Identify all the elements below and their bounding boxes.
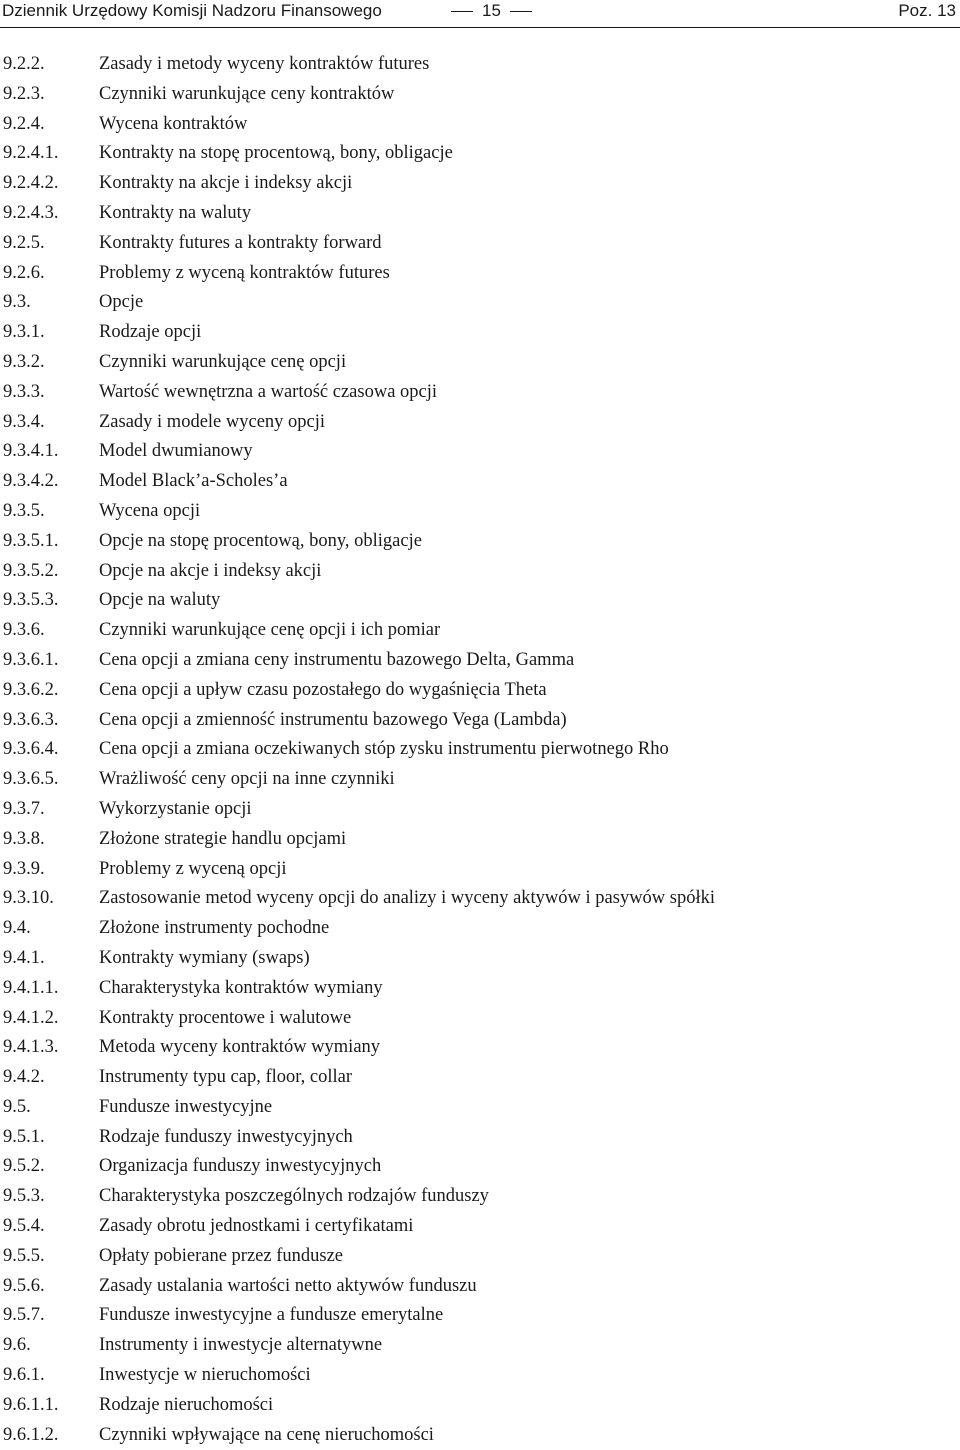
toc-entry-title: Kontrakty na stopę procentową, bony, obligacje	[99, 143, 453, 164]
dash-right	[510, 11, 532, 12]
toc-entry-number: 9.3.5.3.	[3, 590, 59, 611]
toc-entry-number: 9.3.10.	[3, 888, 54, 909]
toc-entry-number: 9.4.1.2.	[3, 1007, 59, 1028]
toc-entry	[0, 1361, 960, 1391]
toc-entry-title: Problemy z wyceną kontraktów futures	[99, 262, 390, 283]
toc-entry	[0, 616, 960, 646]
toc-entry	[0, 557, 960, 587]
toc-entry-title: Opłaty pobierane przez fundusze	[99, 1245, 343, 1266]
toc-entry	[0, 1331, 960, 1361]
toc-entry-title: Opcje na akcje i indeksy akcji	[99, 560, 322, 581]
toc-entry	[0, 1242, 960, 1272]
toc-entry-number: 9.2.4.2.	[3, 173, 59, 194]
toc-entry-title: Wrażliwość ceny opcji na inne czynniki	[99, 769, 395, 790]
toc-entry	[0, 676, 960, 706]
header-rule	[0, 27, 960, 28]
toc-entry	[0, 110, 960, 140]
toc-entry-number: 9.3.4.1.	[3, 441, 59, 462]
toc-entry-title: Złożone instrumenty pochodne	[99, 918, 330, 939]
toc-entry-title: Kontrakty procentowe i walutowe	[99, 1007, 352, 1028]
toc-entry-number: 9.5.5.	[3, 1245, 45, 1266]
toc-entry	[0, 169, 960, 199]
toc-entry-title: Model dwumianowy	[99, 441, 253, 462]
toc-entry-title: Czynniki warunkujące ceny kontraktów	[99, 83, 395, 104]
toc-entry-number: 9.2.5.	[3, 232, 45, 253]
toc-entry-title: Instrumenty i inwestycje alternatywne	[99, 1335, 383, 1356]
toc-entry	[0, 497, 960, 527]
toc-entry	[0, 1391, 960, 1421]
toc-entry	[0, 1063, 960, 1093]
toc-entry-number: 9.3.6.1.	[3, 649, 59, 670]
toc-entry-number: 9.5.6.	[3, 1275, 45, 1296]
toc-entry-number: 9.6.	[3, 1335, 31, 1356]
toc-entry-number: 9.3.8.	[3, 828, 45, 849]
toc-entry-number: 9.3.6.2.	[3, 679, 59, 700]
toc-entry-number: 9.2.3.	[3, 83, 45, 104]
toc-entry-number: 9.3.	[3, 292, 31, 313]
toc-entry-number: 9.3.5.	[3, 500, 45, 521]
toc-entry	[0, 1212, 960, 1242]
toc-entry-number: 9.4.	[3, 918, 31, 939]
toc-entry-number: 9.3.5.1.	[3, 530, 59, 551]
toc-entry-number: 9.5.1.	[3, 1126, 45, 1147]
toc-entry-title: Czynniki wpływające na cenę nieruchomości	[99, 1424, 434, 1445]
toc-entry-title: Złożone strategie handlu opcjami	[99, 828, 347, 849]
toc-entry	[0, 1004, 960, 1034]
toc-entry-title: Organizacja funduszy inwestycyjnych	[99, 1156, 382, 1177]
toc-entry-number: 9.3.7.	[3, 798, 45, 819]
toc-entry-number: 9.5.4.	[3, 1216, 45, 1237]
journal-title: Dziennik Urzędowy Komisji Nadzoru Finansowego	[2, 1, 382, 20]
toc-entry-number: 9.2.4.	[3, 113, 45, 134]
toc-entry-title: Charakterystyka poszczególnych rodzajów funduszy	[99, 1186, 489, 1207]
toc-entry-number: 9.3.6.3.	[3, 709, 59, 730]
toc-entry	[0, 706, 960, 736]
toc-entry-title: Instrumenty typu cap, floor, collar	[99, 1067, 353, 1088]
toc-entry-title: Kontrakty wymiany (swaps)	[99, 947, 310, 968]
toc-entry-number: 9.3.9.	[3, 858, 45, 879]
toc-entry	[0, 735, 960, 765]
toc-entry-title: Opcje na stopę procentową, bony, obligacje	[99, 530, 422, 551]
toc-entry-title: Fundusze inwestycyjne a fundusze emerytalne	[99, 1305, 444, 1326]
toc-entry	[0, 855, 960, 885]
toc-entry-number: 9.3.4.2.	[3, 471, 59, 492]
toc-entry	[0, 884, 960, 914]
table-of-contents	[0, 50, 960, 1450]
toc-entry-title: Zasady i modele wyceny opcji	[99, 411, 326, 432]
toc-entry-title: Fundusze inwestycyjne	[99, 1096, 273, 1117]
toc-entry	[0, 527, 960, 557]
toc-entry-number: 9.5.	[3, 1096, 31, 1117]
toc-entry	[0, 944, 960, 974]
toc-entry-title: Wycena kontraktów	[99, 113, 248, 134]
toc-entry	[0, 139, 960, 169]
toc-entry-title: Wykorzystanie opcji	[99, 798, 252, 819]
page-header	[0, 0, 960, 28]
toc-entry	[0, 1301, 960, 1331]
toc-entry	[0, 467, 960, 497]
toc-entry	[0, 646, 960, 676]
toc-entry-number: 9.5.3.	[3, 1186, 45, 1207]
toc-entry	[0, 229, 960, 259]
toc-entry-number: 9.6.1.	[3, 1365, 45, 1386]
toc-entry-title: Kontrakty na waluty	[99, 202, 252, 223]
toc-entry-title: Opcje	[99, 292, 144, 313]
toc-entry	[0, 1123, 960, 1153]
toc-entry	[0, 1152, 960, 1182]
page-number	[442, 1, 541, 21]
toc-entry-title: Model Black’a-Scholes’a	[99, 471, 288, 492]
toc-entry	[0, 348, 960, 378]
toc-entry-title: Zasady obrotu jednostkami i certyfikatami	[99, 1216, 414, 1237]
dash-left	[451, 11, 473, 12]
toc-entry	[0, 80, 960, 110]
toc-entry-number: 9.2.6.	[3, 262, 45, 283]
toc-entry-title: Inwestycje w nieruchomości	[99, 1365, 311, 1386]
toc-entry-number: 9.3.6.4.	[3, 739, 59, 760]
toc-entry	[0, 586, 960, 616]
toc-entry-title: Kontrakty futures a kontrakty forward	[99, 232, 382, 253]
toc-entry	[0, 825, 960, 855]
toc-entry-number: 9.3.2.	[3, 351, 45, 372]
toc-entry-number: 9.5.7.	[3, 1305, 45, 1326]
toc-entry-title: Opcje na waluty	[99, 590, 221, 611]
toc-entry	[0, 408, 960, 438]
toc-entry-title: Kontrakty na akcje i indeksy akcji	[99, 173, 353, 194]
toc-entry-title: Problemy z wyceną opcji	[99, 858, 287, 879]
toc-entry-number: 9.3.6.5.	[3, 769, 59, 790]
toc-entry-number: 9.6.1.2.	[3, 1424, 59, 1445]
toc-entry-number: 9.4.2.	[3, 1067, 45, 1088]
toc-entry	[0, 288, 960, 318]
toc-entry-title: Cena opcji a zmienność instrumentu bazowego Vega (Lambda)	[99, 709, 567, 730]
toc-entry-title: Zastosowanie metod wyceny opcji do analizy i wyceny aktywów i pasywów spółki	[99, 888, 716, 909]
toc-entry	[0, 1033, 960, 1063]
toc-entry	[0, 1272, 960, 1302]
toc-entry-title: Cena opcji a zmiana ceny instrumentu bazowego Delta, Gamma	[99, 649, 575, 670]
toc-entry	[0, 1182, 960, 1212]
toc-entry	[0, 437, 960, 467]
toc-entry-number: 9.2.4.3.	[3, 202, 59, 223]
toc-entry-number: 9.4.1.	[3, 947, 45, 968]
toc-entry	[0, 795, 960, 825]
toc-entry-number: 9.6.1.1.	[3, 1394, 59, 1415]
toc-entry-title: Czynniki warunkujące cenę opcji	[99, 351, 347, 372]
toc-entry	[0, 199, 960, 229]
toc-entry-title: Wycena opcji	[99, 500, 201, 521]
toc-entry-title: Zasady ustalania wartości netto aktywów funduszu	[99, 1275, 477, 1296]
toc-entry-title: Charakterystyka kontraktów wymiany	[99, 977, 383, 998]
toc-entry-number: 9.3.6.	[3, 620, 45, 641]
toc-entry	[0, 914, 960, 944]
toc-entry-title: Metoda wyceny kontraktów wymiany	[99, 1037, 381, 1058]
toc-entry	[0, 974, 960, 1004]
page-number-value: 15	[482, 1, 501, 20]
toc-entry	[0, 1093, 960, 1123]
toc-entry-number: 9.2.4.1.	[3, 143, 59, 164]
toc-entry	[0, 259, 960, 289]
toc-entry-number: 9.4.1.3.	[3, 1037, 59, 1058]
toc-entry-number: 9.2.2.	[3, 54, 45, 74]
toc-entry	[0, 1421, 960, 1450]
toc-entry-title: Rodzaje funduszy inwestycyjnych	[99, 1126, 353, 1147]
position-label: Poz. 13	[898, 1, 956, 20]
toc-entry-number: 9.3.3.	[3, 381, 45, 402]
toc-entry-number: 9.3.4.	[3, 411, 45, 432]
toc-entry-title: Cena opcji a zmiana oczekiwanych stóp zysku instrumentu pierwotnego Rho	[99, 739, 669, 760]
toc-entry-number: 9.4.1.1.	[3, 977, 59, 998]
toc-entry	[0, 318, 960, 348]
toc-entry-title: Rodzaje opcji	[99, 322, 202, 343]
toc-entry-number: 9.3.1.	[3, 322, 45, 343]
toc-entry-title: Zasady i metody wyceny kontraktów futures	[99, 54, 430, 74]
toc-entry-title: Rodzaje nieruchomości	[99, 1394, 274, 1415]
toc-entry-title: Wartość wewnętrzna a wartość czasowa opcji	[99, 381, 438, 402]
toc-entry-number: 9.5.2.	[3, 1156, 45, 1177]
toc-entry-number: 9.3.5.2.	[3, 560, 59, 581]
toc-entry	[0, 765, 960, 795]
toc-entry	[0, 378, 960, 408]
toc-entry	[0, 50, 960, 80]
toc-entry-title: Cena opcji a upływ czasu pozostałego do wygaśnięcia Theta	[99, 679, 547, 700]
toc-entry-title: Czynniki warunkujące cenę opcji i ich pomiar	[99, 620, 441, 641]
